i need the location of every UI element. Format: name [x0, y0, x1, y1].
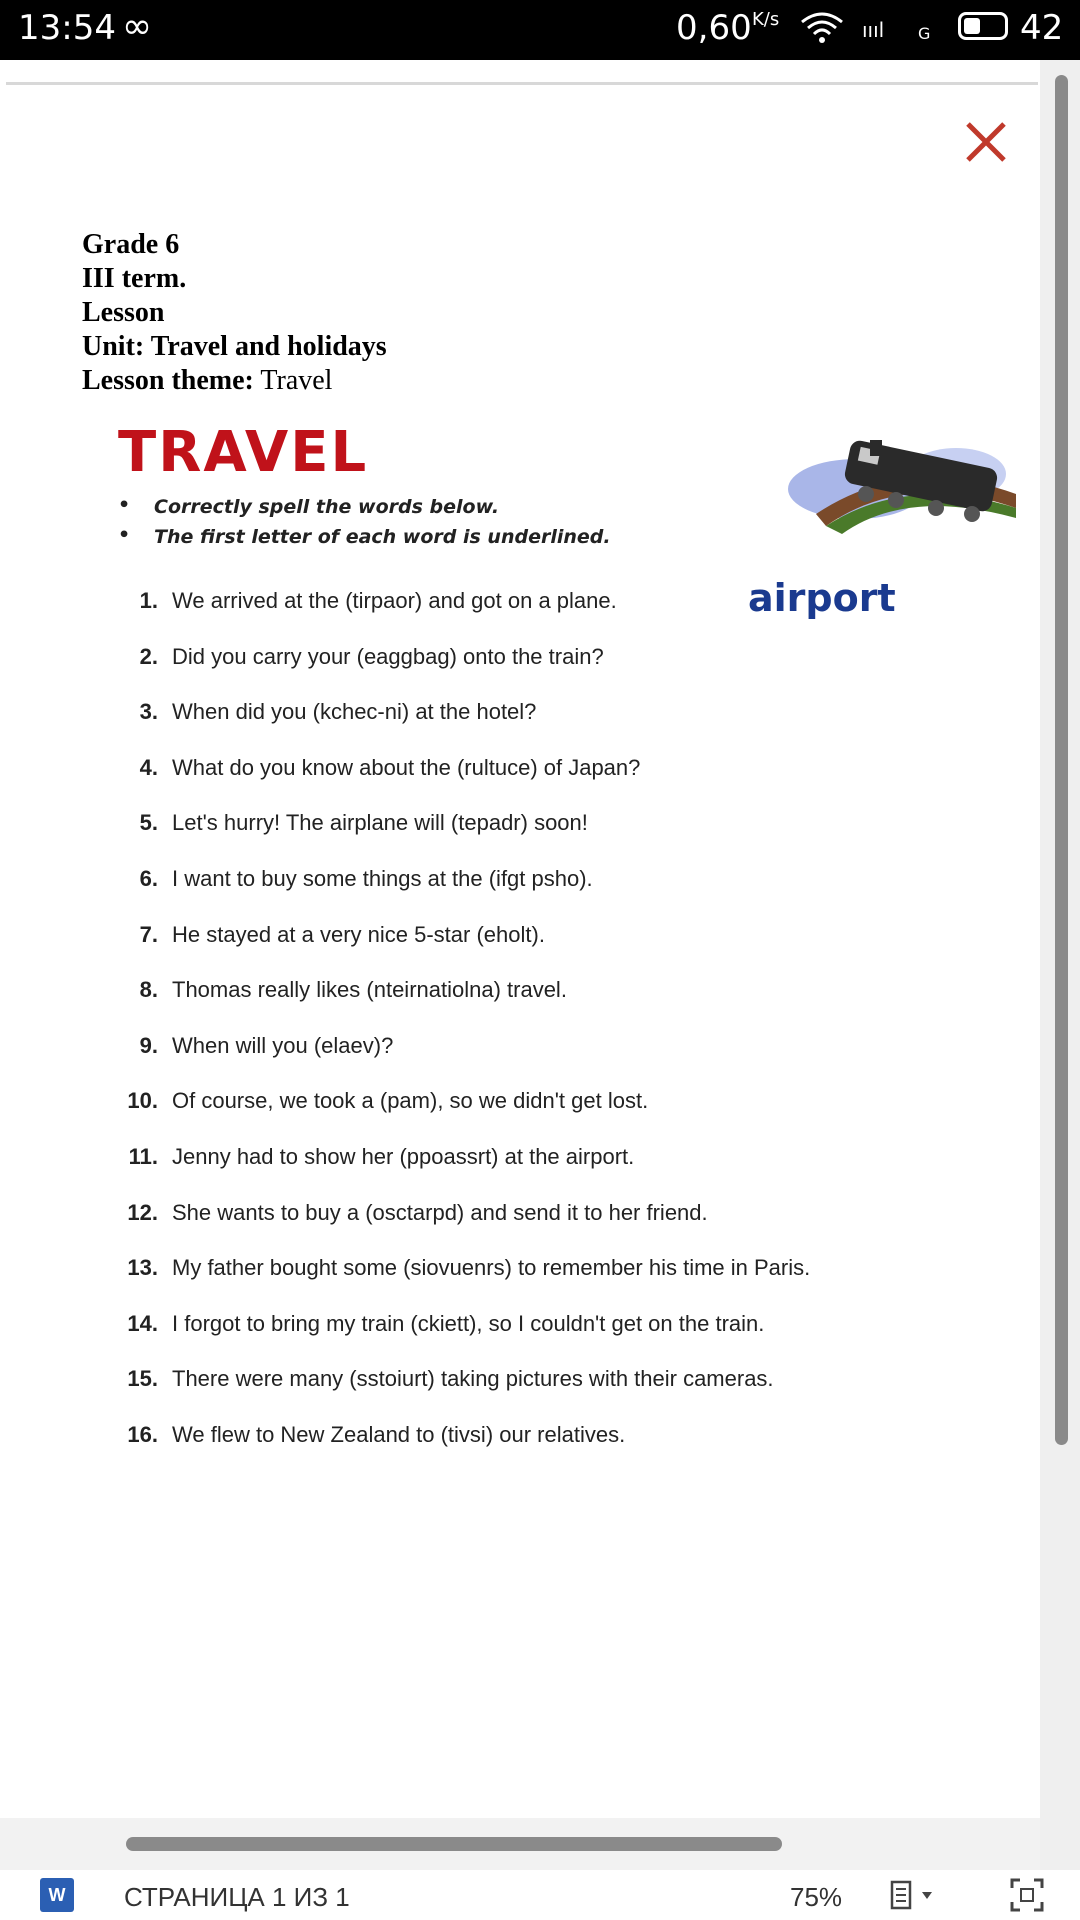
zoom-level[interactable]: 75%	[790, 1882, 843, 1912]
handwritten-answer: airport	[748, 576, 896, 620]
instructions-list	[118, 496, 611, 556]
theme-value: Travel	[260, 365, 333, 396]
question-item	[118, 1088, 648, 1128]
network-speed-unit: K/s	[752, 9, 780, 30]
question-number: 4.	[139, 755, 158, 780]
battery-fill	[964, 18, 980, 34]
question-text: My father bought some (siovuenrs) to remember his time in Paris.	[172, 1255, 811, 1280]
question-item	[118, 1311, 764, 1351]
document-viewer[interactable]	[0, 60, 1080, 1870]
worksheet-title: TRAVEL	[118, 420, 369, 485]
question-number: 12.	[127, 1200, 158, 1225]
battery-icon	[958, 12, 1008, 40]
wifi-icon	[800, 10, 844, 50]
question-text: He stayed at a very nice 5-star (eholt).	[172, 922, 545, 947]
word-app-icon[interactable]: W	[40, 1878, 74, 1912]
question-text: Let's hurry! The airplane will (tepadr) soon!	[172, 810, 588, 835]
instruction-item: • Correctly spell the words below.	[118, 496, 611, 526]
question-number: 11.	[128, 1144, 158, 1169]
question-item	[118, 977, 567, 1017]
question-number: 7.	[139, 922, 158, 947]
question-number: 3.	[139, 699, 158, 724]
status-bar	[0, 0, 1080, 60]
question-number: 1.	[139, 588, 158, 613]
network-speed: 0,60	[676, 8, 752, 48]
question-text: When will you (elaev)?	[172, 1033, 394, 1058]
status-time: 13:54	[18, 8, 116, 48]
network-type: G	[918, 24, 931, 43]
question-item	[118, 866, 593, 906]
vertical-scrollbar[interactable]	[1055, 75, 1068, 1445]
question-text: There were many (sstoiurt) taking pictures with their cameras.	[172, 1366, 774, 1391]
question-number: 16.	[127, 1422, 158, 1447]
question-number: 13.	[127, 1255, 158, 1280]
question-item	[118, 699, 536, 739]
question-item	[118, 1200, 708, 1240]
instruction-item: • The first letter of each word is underlined.	[118, 526, 611, 556]
unit-line: Unit: Travel and holidays	[82, 331, 387, 362]
bottom-toolbar	[0, 1870, 1080, 1920]
term-line: III term.	[82, 263, 187, 294]
question-number: 2.	[139, 644, 158, 669]
question-number: 10.	[127, 1088, 158, 1113]
theme-line	[82, 364, 387, 398]
train-illustration	[786, 434, 1022, 539]
question-item	[118, 922, 545, 962]
question-text: I forgot to bring my train (ckiett), so I couldn't get on the train.	[172, 1311, 765, 1336]
theme-label: Lesson theme:	[82, 365, 254, 396]
question-text: We arrived at the (tirpaor) and got on a plane.	[172, 588, 617, 613]
link-icon: ∞	[122, 6, 152, 47]
question-item	[118, 810, 588, 850]
question-item	[118, 1033, 393, 1073]
view-mode-button[interactable]	[888, 1880, 942, 1917]
battery-level: 42	[1020, 8, 1064, 48]
fullscreen-icon	[1010, 1878, 1044, 1912]
close-icon	[960, 116, 1012, 168]
horizontal-scrollbar[interactable]	[126, 1837, 782, 1851]
divider	[6, 82, 1038, 85]
lesson-header	[82, 228, 387, 398]
signal-icon: ıııl	[862, 18, 885, 42]
question-item	[118, 755, 640, 795]
question-number: 14.	[127, 1311, 158, 1336]
question-item	[118, 1366, 774, 1406]
question-number: 6.	[139, 866, 158, 891]
question-item	[118, 1144, 634, 1184]
question-item	[118, 1422, 625, 1462]
question-text: Thomas really likes (nteirnatiolna) travel.	[172, 977, 567, 1002]
lesson-line: Lesson	[82, 297, 165, 328]
page-indicator: СТРАНИЦА 1 ИЗ 1	[124, 1882, 350, 1912]
question-text: She wants to buy a (osctarpd) and send it to her friend.	[172, 1200, 708, 1225]
question-item	[118, 644, 604, 684]
question-item	[118, 1255, 810, 1295]
question-number: 5.	[139, 810, 158, 835]
question-number: 9.	[139, 1033, 158, 1058]
fullscreen-button[interactable]	[1010, 1878, 1044, 1917]
question-text: We flew to New Zealand to (tivsi) our relatives.	[172, 1422, 626, 1447]
question-text: What do you know about the (rultuce) of Japan?	[172, 755, 641, 780]
question-text: Did you carry your (eaggbag) onto the train?	[172, 644, 604, 669]
grade-line: Grade 6	[82, 229, 180, 260]
close-button[interactable]	[960, 116, 1012, 168]
view-mode-icon	[888, 1880, 942, 1912]
question-text: Jenny had to show her (ppoassrt) at the airport.	[172, 1144, 635, 1169]
question-item	[118, 588, 617, 628]
question-number: 8.	[139, 977, 158, 1002]
question-text: Of course, we took a (pam), so we didn't get lost.	[172, 1088, 649, 1113]
question-text: I want to buy some things at the (ifgt psho).	[172, 866, 593, 891]
question-number: 15.	[127, 1366, 158, 1391]
question-text: When did you (kchec-ni) at the hotel?	[172, 699, 537, 724]
